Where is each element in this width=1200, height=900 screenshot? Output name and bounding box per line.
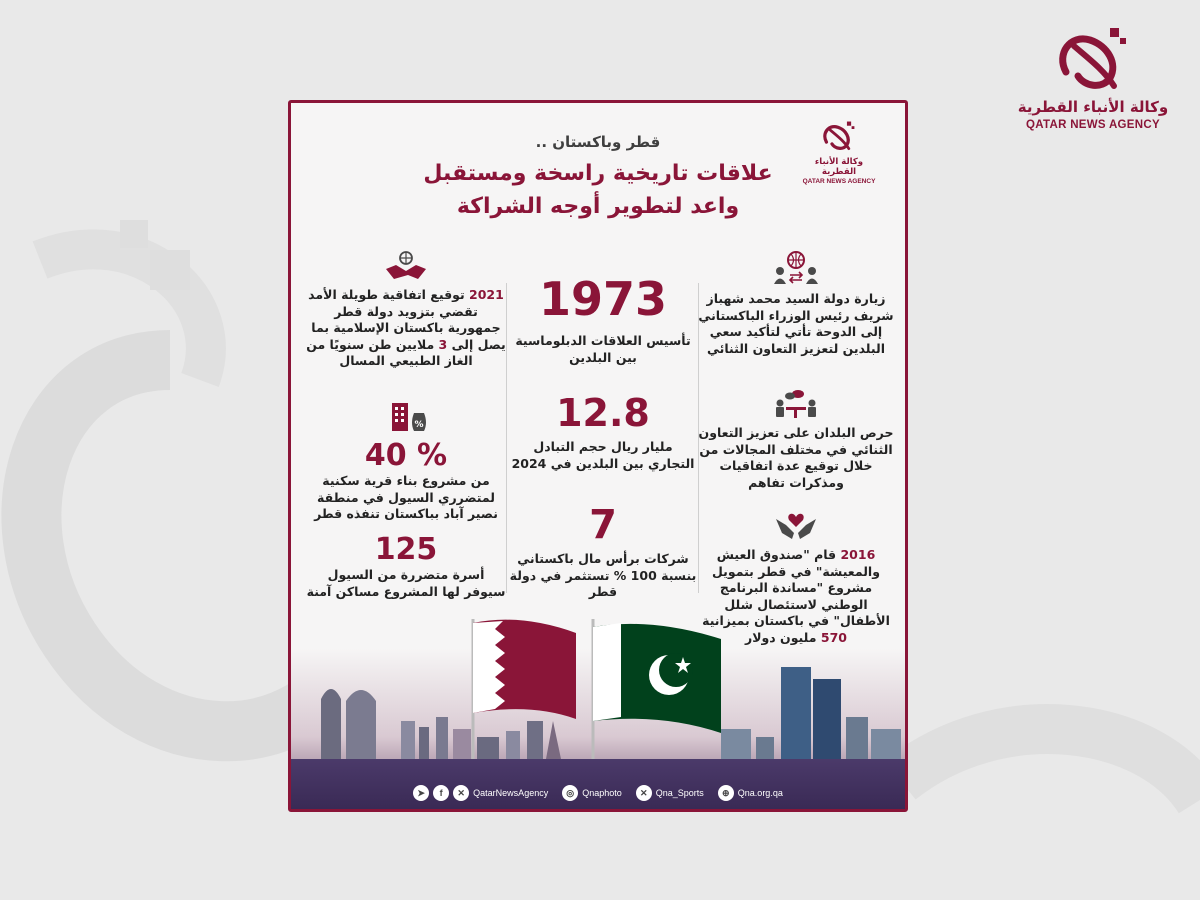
lng-amount: 3 (438, 336, 448, 352)
card-agency-name-arabic: وكالة الأنباء القطرية (814, 157, 864, 177)
relations-text: تأسيس العلاقات الدبلوماسية بين البلدين (515, 333, 691, 365)
polio-fund-unit: مليون دولار (745, 629, 817, 645)
handle-main[interactable]: QatarNewsAgency (473, 788, 549, 798)
qna-emblem-icon (1048, 24, 1138, 94)
flags-skyline-illustration (291, 609, 905, 809)
column-divider-left (506, 283, 507, 593)
lng-agreement-fact (306, 251, 506, 370)
trade-volume-fact (508, 391, 698, 472)
hands-heart-icon (774, 509, 818, 541)
svg-text:%: % (414, 420, 424, 430)
people-globe-icon (774, 251, 818, 285)
card-agency-name-english: QATAR NEWS AGENCY (802, 178, 876, 185)
polio-fund-year: 2016 (840, 547, 876, 562)
lng-agreement-description-a: توقيع اتفاقية طويلة الأمد تقضي بتزويد دولة قطر جمهورية باكستان الإسلامية بما يصل إلى (308, 287, 506, 352)
agency-name-english: QATAR NEWS AGENCY (1026, 119, 1160, 131)
trade-volume-value: 12.8 (556, 391, 650, 435)
footer-photo-handle[interactable] (562, 785, 622, 801)
cooperation-fact (696, 389, 896, 491)
agency-name-arabic: وكالة الأنباء القطرية (1017, 98, 1169, 116)
companies-count: 7 (589, 502, 617, 548)
housing-project-fact (306, 399, 506, 523)
families-count: 125 (374, 532, 438, 567)
meeting-table-icon (774, 389, 818, 419)
pm-visit-text: زيارة دولة السيد محمد شهباز شريف رئيس الوزراء الباكستاني إلى الدوحة تأتي لتأكيد سعي البلدين لتعزيز التعاون الثنائي (698, 291, 894, 356)
x-icon[interactable]: ✕ (453, 785, 469, 801)
trade-volume-text: مليار ريال حجم التبادل التجاري بين البلدين في 2024 (511, 439, 695, 471)
housing-project-text: من مشروع بناء قرية سكنية لمتضرري السيول في منطقة نصير آباد بباكستان تنفذه قطر (314, 473, 498, 521)
infographic-card (288, 100, 908, 812)
polio-fund-amount: 570 (820, 629, 847, 645)
footer-main-handles[interactable] (413, 785, 548, 801)
families-text: أسرة متضررة من السيول سيوفر لها المشروع مساكن آمنة (306, 567, 506, 599)
polio-fund-description: قام "صندوق العيش والمعيشة" في قطر بتمويل مشروع "مساندة البرنامج الوطني لاستئصال شلل الأطفال" في باكستان بميزانية (702, 547, 890, 628)
companies-text: شركات برأس مال باكستاني بنسبة 100 % تستثمر في دولة قطر (509, 551, 697, 599)
title-line-1: علاقات تاريخية راسخة ومستقبل (423, 161, 773, 186)
housing-percentage: 40 % (364, 438, 448, 473)
handle-sports[interactable]: Qna_Sports (655, 788, 704, 798)
title-line-2: واعد لتطوير أوجه الشراكة (456, 194, 740, 219)
pm-visit-fact (696, 251, 896, 357)
building-money-icon (384, 399, 428, 433)
telegram-icon[interactable]: ➤ (413, 785, 429, 801)
website-link[interactable]: Qna.org.qa (737, 788, 783, 798)
handshake-globe-icon (384, 251, 428, 281)
footer-sports-handle[interactable] (636, 785, 704, 801)
footer-website[interactable] (718, 785, 783, 801)
social-footer (291, 785, 905, 801)
lng-agreement-year: 2021 (469, 287, 504, 302)
lng-agreement-text (306, 287, 506, 370)
cooperation-text: حرص البلدان على تعزيز التعاون الثنائي في مختلف المجالات من خلال توقيع عدة اتفاقيات ومذكرات تفاهم (698, 425, 894, 490)
relations-year: 1973 (538, 272, 668, 326)
handle-photo[interactable]: Qnaphoto (582, 788, 622, 798)
relations-established-fact (508, 273, 698, 366)
instagram-icon[interactable]: ◎ (562, 785, 578, 801)
agency-logo (1008, 24, 1178, 131)
facebook-icon[interactable]: f (433, 785, 449, 801)
x-icon[interactable]: ✕ (636, 785, 652, 801)
families-fact (306, 533, 506, 600)
infographic-title (291, 133, 905, 223)
companies-fact (508, 503, 698, 601)
title-prefix: قطر وباكستان .. (535, 133, 661, 151)
globe-icon[interactable]: ⊕ (718, 785, 734, 801)
lng-agreement-description-b: ملايين طن سنويًا من الغاز الطبيعي المسال (306, 336, 473, 368)
